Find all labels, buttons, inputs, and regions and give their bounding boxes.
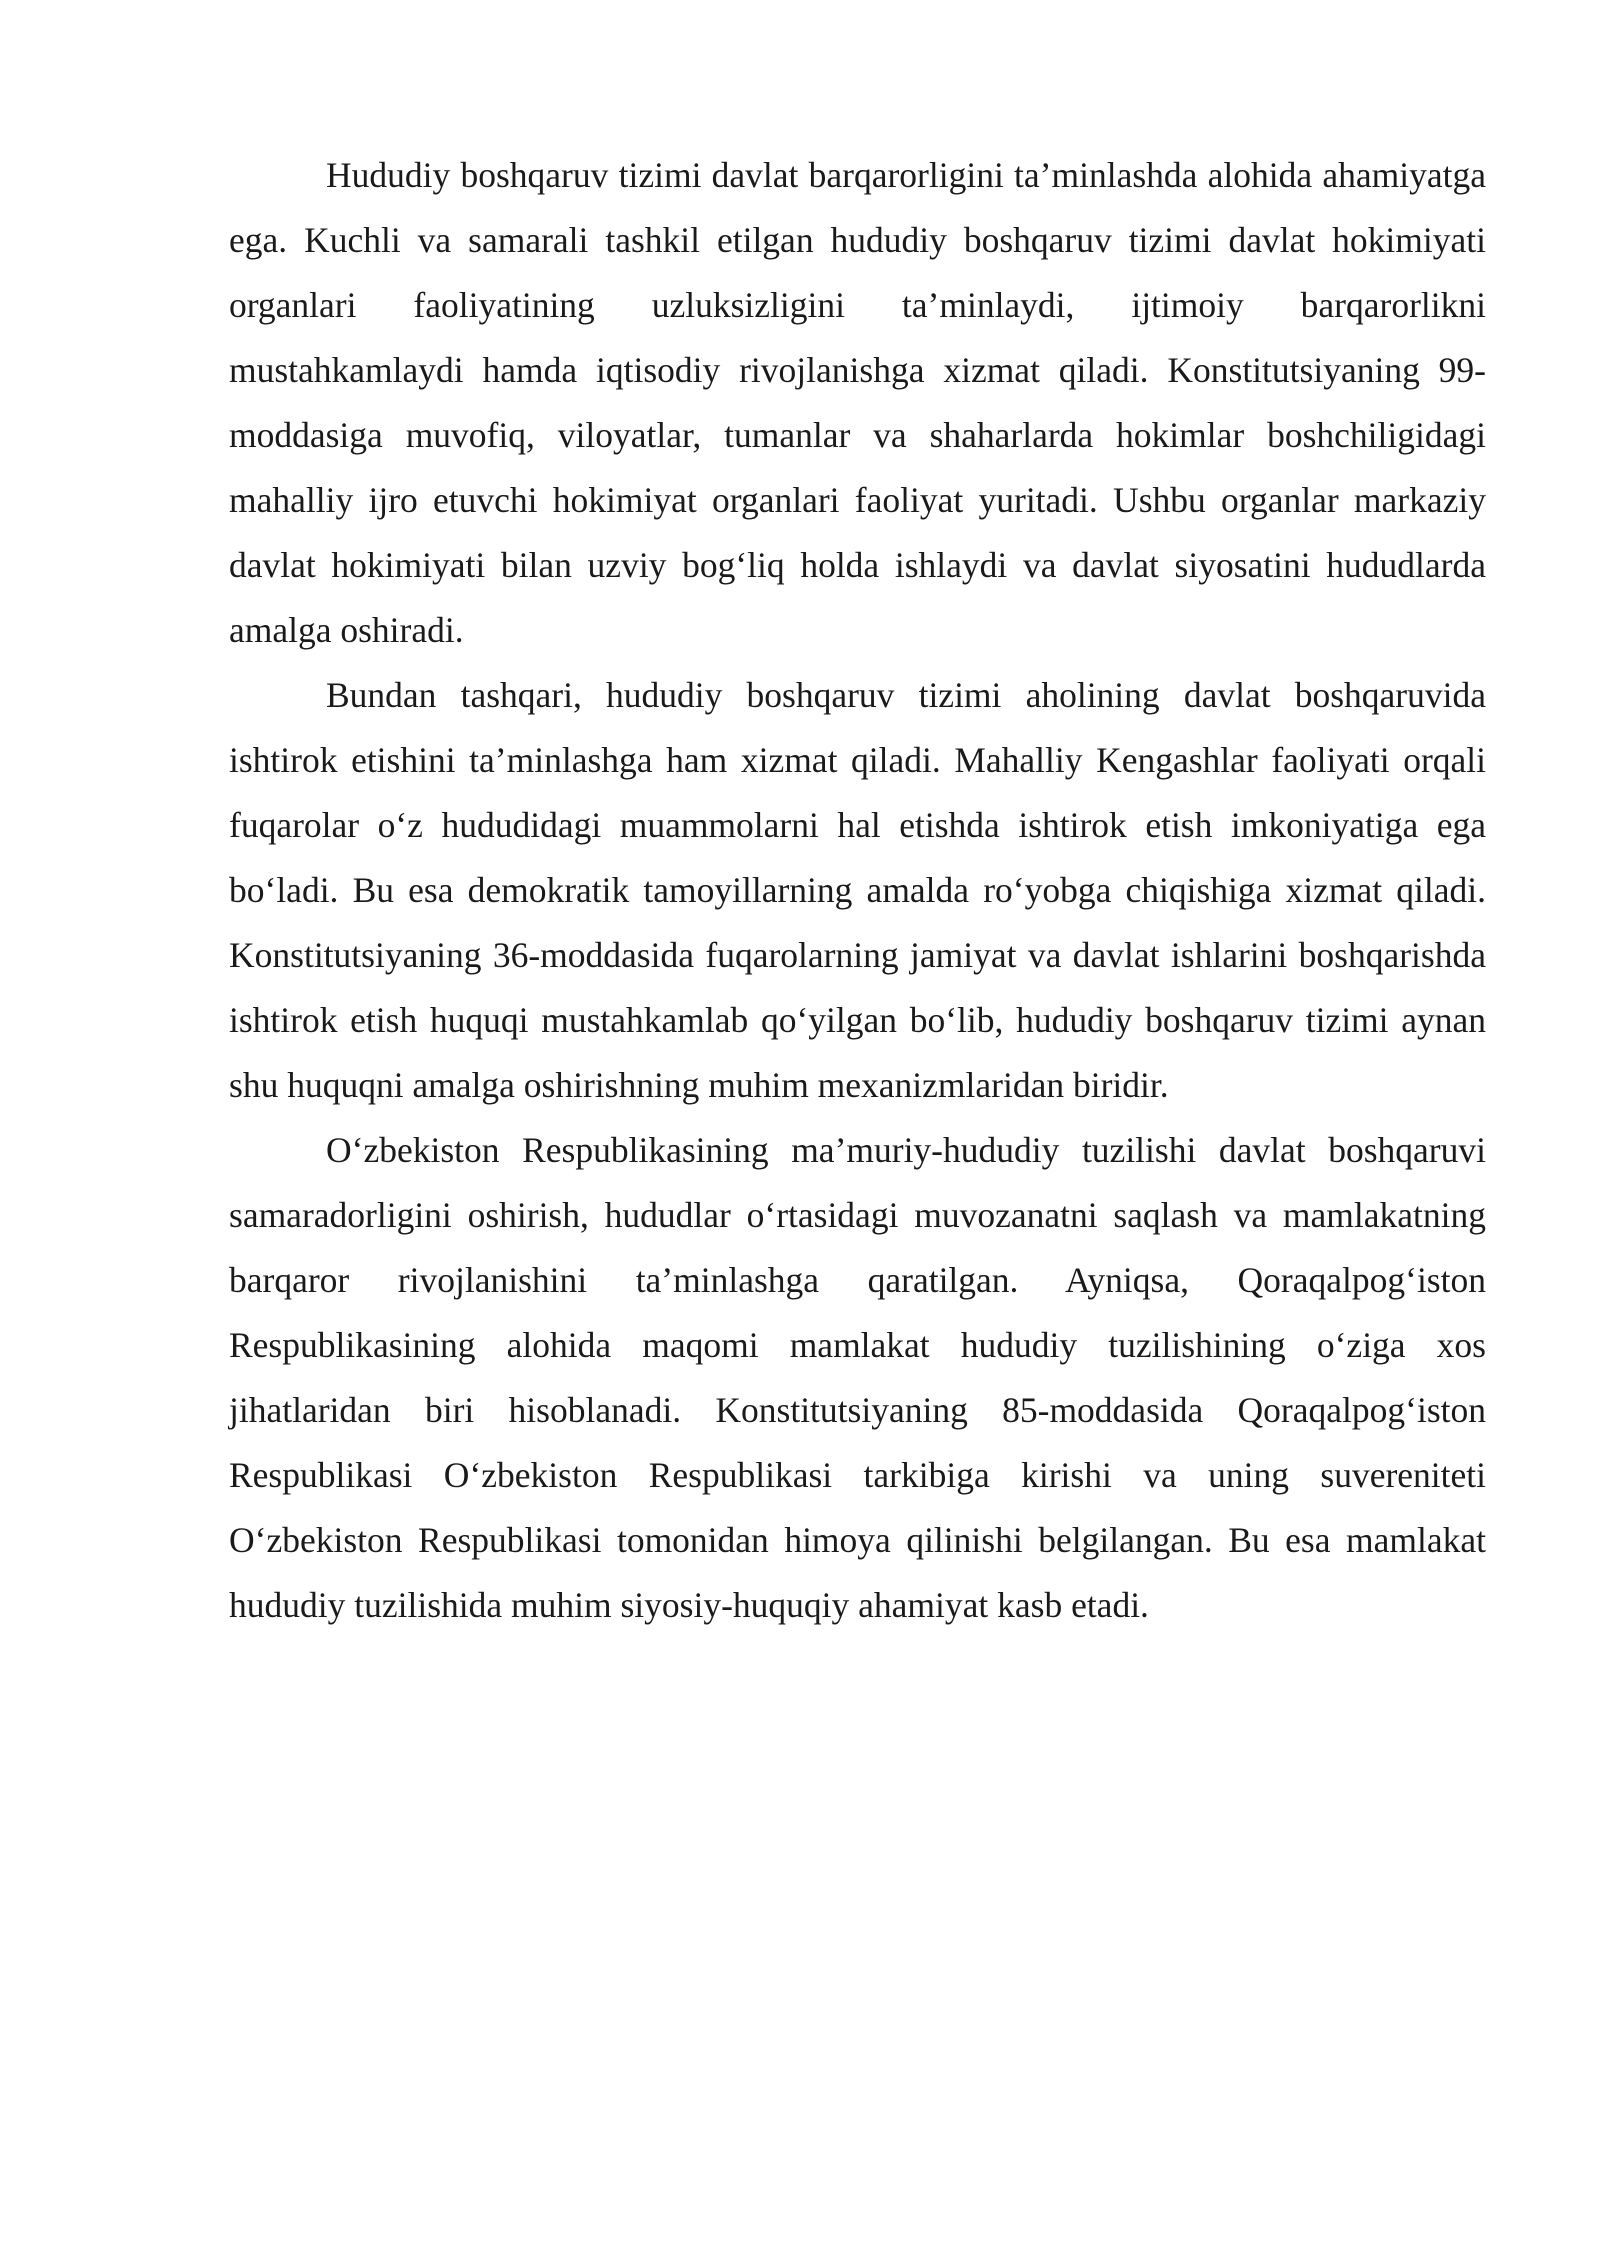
paragraph-3: O‘zbekiston Respublikasining ma’muriy-hududiy tuzilishi davlat boshqaruvi samaradorligini oshirish, hududlar o‘rtasidagi muvozanatni saqlash va mamlakatning barqaror rivojlanishini ta’minlashga qaratilgan. Ayniqsa, Qoraqalpog‘iston Respublikasining alohida maqomi mamlakat hududiy tuzilishining o‘ziga xos jihatlaridan biri hisoblanadi. Konstitutsiyaning 85-moddasida Qoraqalpog‘iston Respublikasi O‘zbekiston Respublikasi tarkibiga kirishi va uning suvereniteti O‘zbekiston Respublikasi tomonidan himoya qilinishi belgilangan. Bu esa mamlakat hududiy tuzilishida muhim siyosiy-huquqiy ahamiyat kasb etadi. — [229, 1130, 1486, 1625]
paragraph-1: Hududiy boshqaruv tizimi davlat barqarorligini ta’minlashda alohida ahamiyatga ega. Kuchli va samarali tashkil etilgan hududiy boshqaruv tizimi davlat hokimiyati organlari faoliyatining uzluksizligini ta’minlaydi, ijtimoiy barqarorlikni mustahkamlaydi hamda iqtisodiy rivojlanishga xizmat qiladi. Konstitutsiyaning 99-moddasiga muvofiq, viloyatlar, tumanlar va shaharlarda hokimlar boshchiligidagi mahalliy ijro etuvchi hokimiyat organlari faoliyat yuritadi. Ushbu organlar markaziy davlat hokimiyati bilan uzviy bog‘liq holda ishlaydi va davlat siyosatini hududlarda amalga oshiradi. — [229, 155, 1486, 650]
document-body — [229, 143, 1486, 1638]
paragraph-2: Bundan tashqari, hududiy boshqaruv tizimi aholining davlat boshqaruvida ishtirok etishini ta’minlashga ham xizmat qiladi. Mahalliy Kengashlar faoliyati orqali fuqarolar o‘z hududidagi muammolarni hal etishda ishtirok etish imkoniyatiga ega bo‘ladi. Bu esa demokratik tamoyillarning amalda ro‘yobga chiqishiga xizmat qiladi. Konstitutsiyaning 36-moddasida fuqarolarning jamiyat va davlat ishlarini boshqarishda ishtirok etish huquqi mustahkamlab qo‘yilgan bo‘lib, hududiy boshqaruv tizimi aynan shu huquqni amalga oshirishning muhim mexanizmlaridan biridir. — [229, 675, 1486, 1105]
